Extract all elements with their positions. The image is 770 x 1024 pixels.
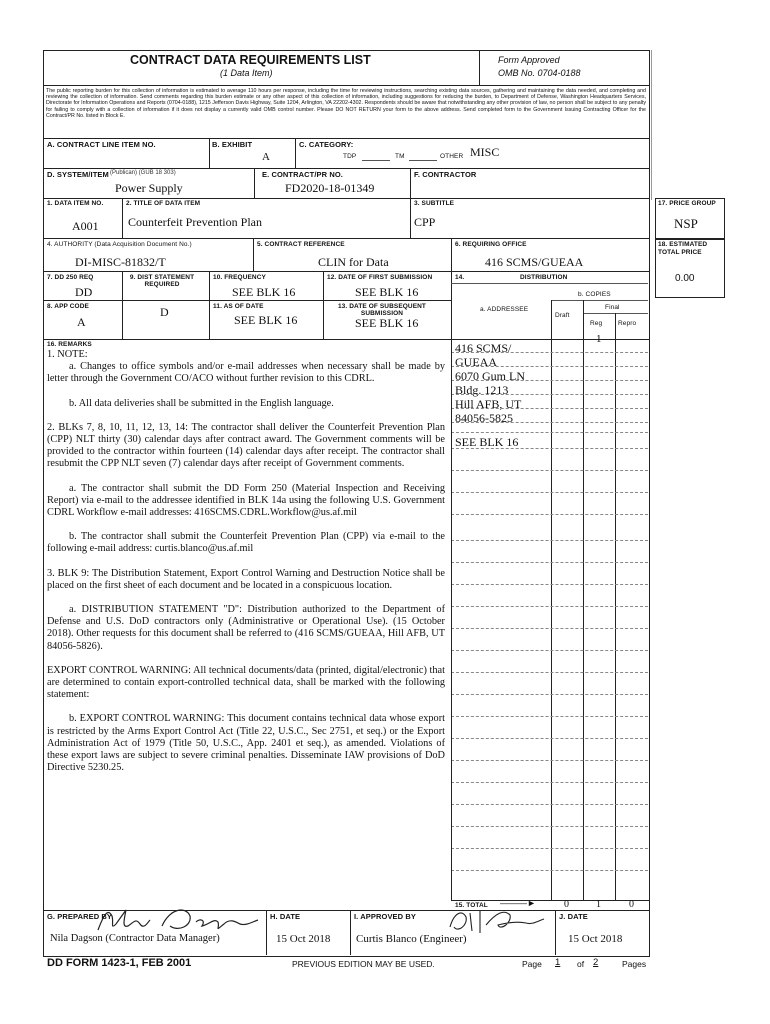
block-14-draft: Draft	[555, 312, 570, 319]
category-tm: TM	[395, 153, 405, 160]
block-12-value: SEE BLK 16	[355, 285, 419, 299]
block-1-value: A001	[72, 219, 99, 233]
block-16-label: 16. REMARKS	[47, 341, 92, 348]
block-9-label: 9. DIST STATEMENT REQUIRED	[129, 274, 195, 288]
block-6-label: 6. REQUIRING OFFICE	[455, 241, 527, 248]
remark-export: EXPORT CONTROL WARNING: All technical documents/data (printed, digital/electronic) that are determined to contain export-controlled technical data, shall be marked with the following statement:	[47, 664, 445, 701]
omb-number: OMB No. 0704-0188	[498, 68, 581, 78]
remark-3b: b. EXPORT CONTROL WARNING: This document contains technical data whose export is restricted by the Arms Export Control Act (Title 22, U.S.C., Sec 2751, et seq.) or the Export Administration Act of 1979 (Title 50, U.S.C., App. 2401 et seq.), as amended. Violations of these export laws are subject to severe criminal penalties. Disseminate IAW provisions of DoD Directive 5230.25.	[47, 713, 445, 774]
block-14-final: Final	[605, 304, 620, 311]
addressee-line-2: GUEAA	[455, 355, 497, 369]
block-j-value: 15 Oct 2018	[568, 933, 623, 945]
page-total: 2	[593, 957, 599, 968]
total-draft: 0	[564, 899, 569, 910]
block-e-value: FD2020-18-01349	[285, 181, 375, 195]
block-18-value: 0.00	[675, 273, 695, 284]
block-8-value: A	[77, 315, 86, 329]
previous-edition: PREVIOUS EDITION MAY BE USED.	[292, 959, 435, 969]
block-i-label: I. APPROVED BY	[354, 912, 416, 921]
block-2-label: 2. TITLE OF DATA ITEM	[126, 200, 201, 207]
form-approved: Form Approved	[498, 55, 560, 65]
total-reg: 1	[596, 899, 601, 910]
block-14-distribution: DISTRIBUTION	[520, 274, 568, 281]
addressee-line-3: 6070 Gum LN	[455, 369, 525, 383]
form-id: DD FORM 1423-1, FEB 2001	[47, 957, 192, 969]
block-13-label: 13. DATE OF SUBSEQUENT SUBMISSION	[337, 303, 427, 317]
form-subtitle: (1 Data Item)	[220, 68, 273, 78]
category-other: OTHER	[440, 153, 464, 160]
remark-3: 3. BLK 9: The Distribution Statement, Export Control Warning and Destruction Notice shall be placed on the first sheet of each document and be located in a conspicuous location.	[47, 567, 445, 591]
block-11-value: SEE BLK 16	[234, 313, 298, 327]
approved-by-signature	[440, 903, 550, 937]
block-1-label: 1. DATA ITEM NO.	[47, 200, 104, 207]
block-6-value: 416 SCMS/GUEAA	[485, 255, 584, 269]
block-g-label: G. PREPARED BY	[47, 912, 113, 921]
total-label: 15. TOTAL	[455, 902, 488, 909]
block-7-label: 7. DD 250 REQ	[47, 274, 94, 281]
block-14-repro: Repro	[618, 320, 637, 327]
block-9-value: D	[160, 305, 169, 319]
block-h-label: H. DATE	[270, 912, 301, 921]
block-12-label: 12. DATE OF FIRST SUBMISSION	[327, 274, 433, 281]
remark-1a: a. Changes to office symbols and/or e-mail addresses when necessary shall be made by letter through the Government CO/ACO without further revision to this CDRL.	[47, 361, 445, 385]
remark-2b: b. The contractor shall submit the Counterfeit Prevention Plan (CPP) via e-mail to the following e-mail address: curtis.blanco@us.af.mil	[47, 531, 445, 555]
block-d-sub: (Publican) (GUB 18 303)	[110, 170, 176, 176]
block-i-value: Curtis Blanco (Engineer)	[356, 933, 467, 945]
block-2-value: Counterfeit Prevention Plan	[128, 215, 262, 229]
form-title: CONTRACT DATA REQUIREMENTS LIST	[130, 53, 371, 67]
block-14-addressee: a. ADDRESSEE	[480, 306, 529, 313]
remarks-body	[47, 349, 445, 774]
addressee-line-6: 84056-5825	[455, 411, 513, 425]
block-14-copies: b. COPIES	[578, 291, 611, 298]
block-13-value: SEE BLK 16	[355, 316, 419, 330]
total-arrow-icon: ———►	[500, 898, 536, 908]
category-tdp: TDP	[343, 153, 357, 160]
remark-2a: a. The contractor shall submit the DD Form 250 (Material Inspection and Receiving Report) via e-mail to the addressee identified in BLK 14a using the following U.S. Government CDRL Workflow e-mail addresses: 416SCMS.CDRL.Workflow@us.af.mil	[47, 482, 445, 519]
block-3-label: 3. SUBTITLE	[414, 200, 455, 207]
block-b-value: A	[262, 151, 270, 163]
remark-1b: b. All data deliveries shall be submitted in the English language.	[69, 397, 334, 409]
block-e-label: E. CONTRACT/PR NO.	[262, 170, 343, 179]
block-h-value: 15 Oct 2018	[276, 933, 331, 945]
block-c-label: C. CATEGORY:	[299, 140, 354, 149]
addressee-line-1: 416 SCMS/	[455, 341, 512, 355]
addressee-line-5: Hill AFB, UT	[455, 397, 522, 411]
block-18-label: 18. ESTIMATED TOTAL PRICE	[658, 241, 708, 256]
burden-notice: The public reporting burden for this collection of information is estimated to average 110 hours per response, including the time for reviewing instructions, searching existing data sources, gathering and maintaining the data needed, and completing and reviewing the collection of information. Send comments regarding this burden estimate or any other aspect of this collection of information, including suggestions for reducing the burden, to Department of Defense, Washington Headquarters Services, Directorate for Information Operations and Reports (0704-0188), 1215 Jefferson Davis Highway, Suite 1204, Arlington, VA 22202-4302. Respondents should be aware that notwithstanding any other provision of law, no person shall be subject to any penalty for failing to comply with a collection of information if it does not display a currently valid OMB control number. Please DO NOT RETURN your form to the above address. Send completed form to the Government Issuing Contracting Officer for the Contract/PR No. listed in Block E.	[46, 88, 646, 119]
block-7-value: DD	[75, 285, 93, 299]
block-17-label: 17. PRICE GROUP	[658, 200, 716, 207]
total-repro: 0	[629, 899, 634, 910]
addressee-line-4: Bldg. 1213	[455, 383, 509, 397]
see-blk-16: SEE BLK 16	[455, 435, 519, 449]
prepared-by-signature	[90, 904, 270, 936]
page-number: 1	[555, 957, 561, 968]
block-11-label: 11. AS OF DATE	[213, 303, 264, 310]
remark-3a: a. DISTRIBUTION STATEMENT "D": Distribution authorized to the Department of Defense and U.S. DoD contractors only (Administrative or Operational Use). (15 October 2018). Other requests for this document shall be referred to (416 SCMS/GUEAA, Hill AFB, UT 84056-5826).	[47, 604, 445, 652]
page-of: of	[577, 959, 585, 969]
block-14-reg: Reg	[590, 320, 603, 327]
block-5-value: CLIN for Data	[318, 255, 389, 269]
block-d-label: D. SYSTEM/ITEM	[47, 170, 109, 179]
block-j-label: J. DATE	[559, 912, 588, 921]
block-d-value: Power Supply	[115, 181, 183, 195]
block-10-value: SEE BLK 16	[232, 285, 296, 299]
block-17-value: NSP	[674, 216, 698, 231]
block-4-label: 4. AUTHORITY (Data Acquisition Document No.)	[47, 241, 192, 248]
page-label: Page	[522, 959, 542, 969]
block-14-label: 14.	[455, 274, 465, 281]
remark-1: 1. NOTE:	[47, 349, 88, 360]
block-f-label: F. CONTRACTOR	[414, 170, 477, 179]
reg-copies-value: 1	[596, 333, 602, 345]
block-10-label: 10. FREQUENCY	[213, 274, 266, 281]
block-4-value: DI-MISC-81832/T	[75, 255, 166, 269]
block-5-label: 5. CONTRACT REFERENCE	[257, 241, 345, 248]
block-3-value: CPP	[414, 215, 436, 229]
block-8-label: 8. APP CODE	[47, 303, 89, 310]
block-g-value: Nila Dagson (Contractor Data Manager)	[50, 933, 220, 944]
block-a-label: A. CONTRACT LINE ITEM NO.	[47, 140, 156, 149]
category-value: MISC	[470, 145, 500, 159]
block-b-label: B. EXHIBIT	[212, 140, 253, 149]
remark-2: 2. BLKs 7, 8, 10, 11, 12, 13, 14: The contractor shall deliver the Counterfeit Prevention Plan (CPP) NLT thirty (30) calendar days after contract award. The Government comments will be provided to the contractor within fourteen (14) calendar days after receipt. The contractor shall resubmit the CPP NLT seven (7) calendar days after receipt of Government comments.	[47, 421, 445, 470]
pages-label: Pages	[622, 959, 647, 969]
